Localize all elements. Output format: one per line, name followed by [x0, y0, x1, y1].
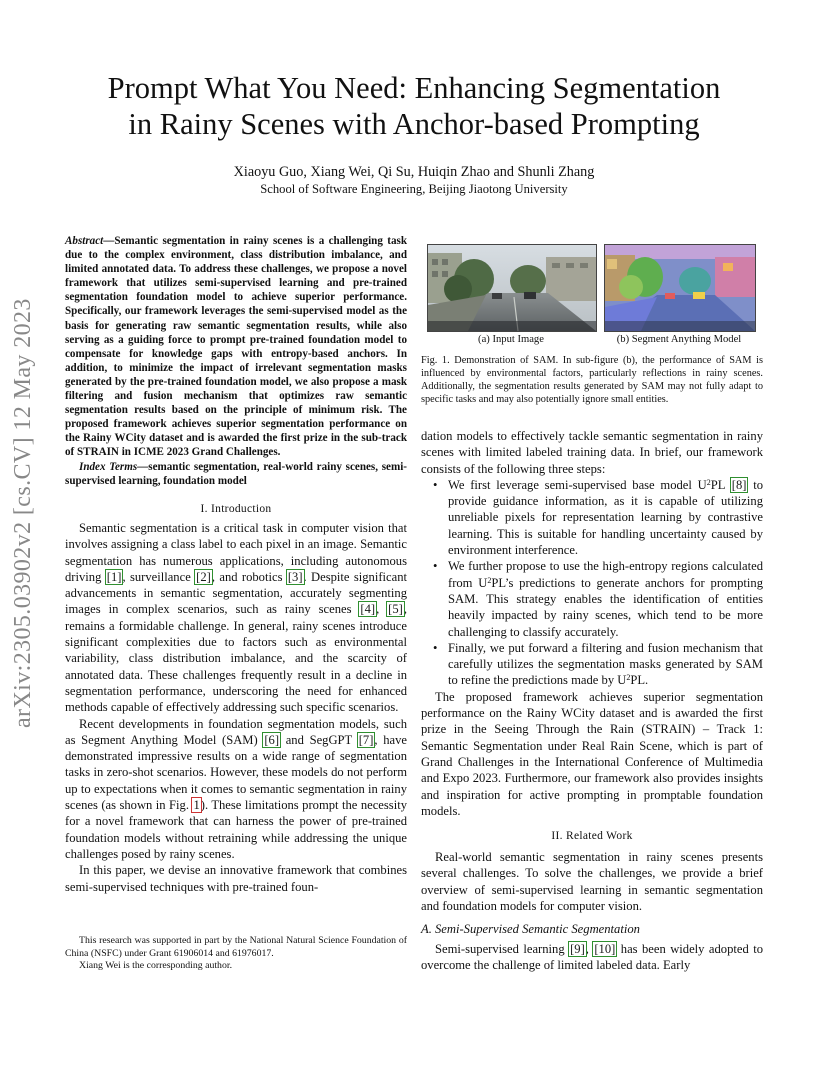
- results-paragraph: The proposed framework achieves superior segmentation performance on the Rainy WCity dataset and is awarded the first prize in the Seeing Through the Rain (STRAIN) – Track 1: Semantic Segmentation under Real Rain Scene, which is part of Grand Challenges in the International Conference of Multimedia and Expo 2023. Furthermore, our framework also provides insights and inspiration for active prompting in promptable foundation models.: [421, 689, 763, 818]
- figure-caption: Fig. 1. Demonstration of SAM. In sub-figure (b), the performance of SAM is influenced by environmental factors, particularly reflections in rainy scenes. Additionally, the segmentation results generated by SAM may not fully adapt to specific tasks and may also potentially ignore small entities.: [421, 355, 763, 405]
- framework-intro-paragraph: dation models to effectively tackle semantic segmentation in rainy scenes with limited labeled training data. In brief, our framework consists of the following three steps:: [421, 429, 763, 476]
- semi-supervised-body: [421, 941, 763, 974]
- index-terms-label: Index Terms: [79, 460, 138, 473]
- contribution-list: [421, 477, 763, 689]
- subsection-heading-semi-supervised: A. Semi-Supervised Semantic Segmentation: [421, 922, 640, 936]
- citation-5[interactable]: [5]: [388, 602, 403, 617]
- footnotes: [65, 935, 407, 973]
- subcaption-b: (b) Segment Anything Model: [616, 334, 742, 345]
- title-line-2: in Rainy Scenes with Anchor-based Prompting: [128, 107, 700, 141]
- authors: Xiaoyu Guo, Xiang Wei, Qi Su, Huiqin Zhao and Shunli Zhang: [233, 164, 595, 180]
- footnote-corresponding: Xiang Wei is the corresponding author.: [79, 960, 233, 972]
- intro-paragraph-3: In this paper, we devise an innovative framework that combines semi-supervised techniques with pre-trained foun-: [65, 863, 407, 894]
- rainy-street-photo: [428, 245, 596, 331]
- citation-8[interactable]: [8]: [731, 477, 747, 492]
- contribution-item-3: • Finally, we put forward a filtering and fusion mechanism that carefully utilizes the segmentation masks generated by SAM to refine the predictions made by $U^2PL$.: [421, 640, 763, 689]
- citation-4[interactable]: [4]: [360, 602, 376, 617]
- paper-title: [0, 70, 828, 142]
- footnote-funding: This research was supported in part by the National Natural Science Foundation of China (NSFC) under Grant 61906014 and 61976017.: [65, 935, 407, 959]
- citation-9[interactable]: [9]: [570, 942, 585, 956]
- intro-paragraph-1: Semantic segmentation is a critical task in computer vision that involves assigning a class label to each pixel in an image. Semantic segmentation has numerous applications, including autonomous driving [1], surveillance [2], and robotics [3]. Despite significant advancements in semantic segmentation, accurately segmenting images in complex scenarios, such as rainy scenes [4], [5], remains a formidable challenge. In general, rainy scenes introduce significant complexities due to factors such as environmental variability, class distribution imbalance, and the scarcity of annotated data. These challenges frequently result in a decline in segmentation performance, underscoring the need for enhanced methods capable of effectively addressing such specific scenarios.: [65, 521, 408, 715]
- contribution-item-1: • We first leverage semi-supervised base model $U^2PL$ [8] to provide guidance information, as it is capable of utilizing unreliable pixels for representation learning by contrastive learning. This is suitable for handling uncertainty caused by environment interference.: [421, 477, 763, 558]
- sam-output-image: [604, 244, 756, 332]
- abstract-text: —Semantic segmentation in rainy scenes is a challenging task due to the complex environment, class distribution imbalance, and limited annotated data. To address these challenges, we propose a novel framework that utilizes semi-supervised learning and pre-trained segmentation foundation model to achieve superior performance. Specifically, our framework leverages the semi-supervised model as the basis for generating raw semantic segmentation results, while also serving as a guiding force to prompt pre-trained foundation model to compensate for knowledge gaps with entropy-based anchors. In addition, to minimize the impact of irrelevant segmentation masks generated by the pre-trained foundation model, we also propose a mask filtering and fusion mechanism that optimizes raw semantic segmentation results based on the principle of minimum risk. The proposed framework achieves superior segmentation performance on the Rainy WCity dataset and is awarded the first prize in the sub-track of STRAIN in ICME 2023 Grand Challenges.: [65, 235, 407, 459]
- citation-7[interactable]: [7]: [358, 732, 374, 747]
- index-terms-text: —semantic segmentation, real-world rainy scenes, semi-supervised learning, foundation model: [65, 460, 407, 487]
- affiliation: School of Software Engineering, Beijing Jiaotong University: [260, 182, 568, 196]
- right-column-body: [421, 428, 763, 819]
- section-heading-related-work: II. Related Work: [551, 830, 633, 842]
- subcaption-a: (a) Input Image: [478, 334, 544, 345]
- sam-segmentation-mask: [605, 245, 755, 331]
- citation-6[interactable]: [6]: [264, 732, 280, 747]
- citation-2[interactable]: [2]: [196, 569, 211, 584]
- arxiv-stamp: arXiv:2305.03902v2 [cs.CV] 12 May 2023: [10, 298, 36, 728]
- citation-1[interactable]: [1]: [106, 569, 122, 584]
- abstract: [65, 234, 407, 488]
- related-work-body: [421, 849, 763, 914]
- section-heading-introduction: I. Introduction: [200, 503, 272, 515]
- citation-3[interactable]: [3]: [287, 569, 303, 584]
- introduction-body: [65, 520, 407, 895]
- semi-supervised-paragraph: Semi-supervised learning [9], [10] has been widely adopted to overcome the challenge of limited labeled data. Early: [421, 942, 764, 973]
- intro-paragraph-2: Recent developments in foundation segmentation models, such as Segment Anything Model (SAM) [6] and SegGPT [7], have demonstrated impressive results on a wide range of segmentation tasks in zero-shot scenarios. However, these models do not perform up to expectations when it comes to semantic segmentation in rainy scenes (as shown in Fig. 1). These limitations prompt the necessity for a novel framework that can harness the power of pre-trained foundation models without retraining while addressing the unique challenges posed by rainy scenes.: [65, 716, 407, 861]
- citation-10[interactable]: [10]: [594, 942, 616, 956]
- input-image: [427, 244, 597, 332]
- contribution-item-2: • We further propose to use the high-entropy regions calculated from $U^2PL’s$ predictions to generate anchors for prompting SAM. This strategy enables the identification of entities heavily impacted by rainy scenes, which tend to be more challenging to classify accurately.: [421, 558, 763, 639]
- title-line-1: Prompt What You Need: Enhancing Segmentation: [107, 71, 721, 105]
- figure-1-link[interactable]: 1: [193, 798, 200, 813]
- related-work-paragraph: Real-world semantic segmentation in rainy scenes presents several challenges. To solve the challenges, we provide a brief overview of semi-supervised learning in semantic segmentation and foundation models for computer vision.: [421, 850, 763, 913]
- abstract-label: Abstract: [65, 235, 104, 247]
